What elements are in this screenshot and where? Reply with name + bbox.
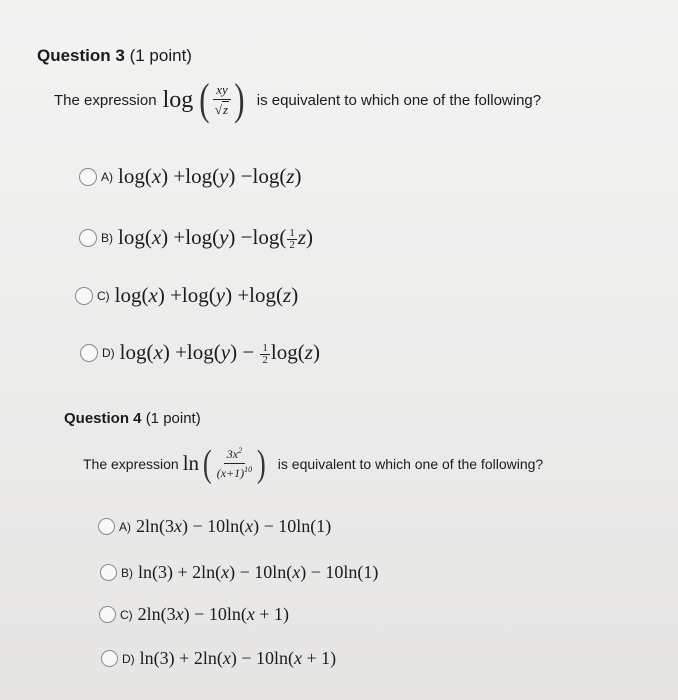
option-expression: ln(3) + 2ln(x) − 10ln(x) − 10ln(1) [138, 562, 379, 582]
question-3-prompt [54, 75, 542, 124]
question-4-option-d[interactable] [101, 648, 336, 669]
question-4-label: Question 4 [64, 410, 142, 427]
radio-button[interactable] [80, 344, 98, 362]
left-paren: ( [202, 442, 212, 485]
fraction-numerator: xy [213, 82, 231, 100]
question-4-option-b[interactable] [100, 562, 378, 583]
option-letter: C) [97, 288, 110, 303]
radio-button[interactable] [101, 650, 118, 667]
option-expression: 2ln(3x) − 10ln(x) − 10ln(1) [136, 516, 332, 536]
option-letter: C) [120, 607, 133, 622]
left-paren: ( [199, 75, 210, 124]
option-expression: log(x) +log(y) +log(z) [114, 283, 299, 307]
question-4-title [64, 410, 201, 427]
question-3-option-c[interactable] [75, 283, 298, 308]
question-4-option-c[interactable] [99, 604, 289, 625]
option-expression: 2ln(3x) − 10ln(x + 1) [137, 604, 289, 624]
radio-button[interactable] [98, 518, 115, 535]
option-letter: B) [101, 230, 113, 245]
fraction-denominator: $(x+1)^{10}$ [216, 465, 253, 480]
option-letter: A) [101, 169, 113, 184]
question-4-prompt [83, 442, 544, 485]
question-3-title [37, 46, 192, 66]
option-letter: D) [122, 651, 135, 666]
right-paren: ) [257, 442, 266, 485]
option-letter: D) [102, 345, 115, 360]
question-4-option-a[interactable] [98, 516, 331, 537]
ln-function: ln [182, 451, 200, 475]
fraction-numerator: $3x^2$ [224, 446, 245, 464]
question-4-prompt-after: is equivalent to which one of the following? [277, 455, 544, 472]
radio-button[interactable] [79, 229, 97, 247]
question-3-option-d[interactable] [80, 340, 320, 366]
right-paren: ) [234, 75, 245, 124]
option-expression: log(x) +log(y) −log(z) [118, 164, 302, 188]
question-3-label: Question 3 [37, 46, 125, 65]
option-expression: log(x) +log(y) −log( $\frac{1}{2}$ z) [118, 225, 314, 251]
fraction-denominator [212, 100, 232, 118]
question-4-prompt-before: The expression [83, 455, 179, 472]
option-letter: B) [121, 565, 133, 580]
question-3-option-b[interactable] [79, 225, 313, 251]
sqrt-z: √ z [214, 102, 229, 117]
log-function: log [162, 86, 194, 113]
radio-button[interactable] [79, 168, 97, 186]
option-expression: log(x) +log(y) − $\frac{1}{2}$ log(z) [119, 340, 320, 366]
radio-button[interactable] [100, 564, 117, 581]
question-3-prompt-after: is equivalent to which one of the following? [256, 91, 542, 109]
question-3-prompt-before: The expression [54, 91, 157, 109]
fraction-3x2-over-x-plus-1-pow-10 [214, 446, 255, 481]
question-3-points: (1 point) [129, 46, 192, 65]
radio-button[interactable] [75, 287, 93, 305]
option-expression: ln(3) + 2ln(x) − 10ln(x + 1) [139, 648, 337, 668]
question-4-points: (1 point) [145, 410, 201, 427]
question-3-option-a[interactable] [79, 164, 302, 189]
radio-button[interactable] [99, 606, 116, 623]
option-letter: A) [119, 519, 131, 534]
fraction-xy-over-sqrt-z [212, 82, 232, 118]
